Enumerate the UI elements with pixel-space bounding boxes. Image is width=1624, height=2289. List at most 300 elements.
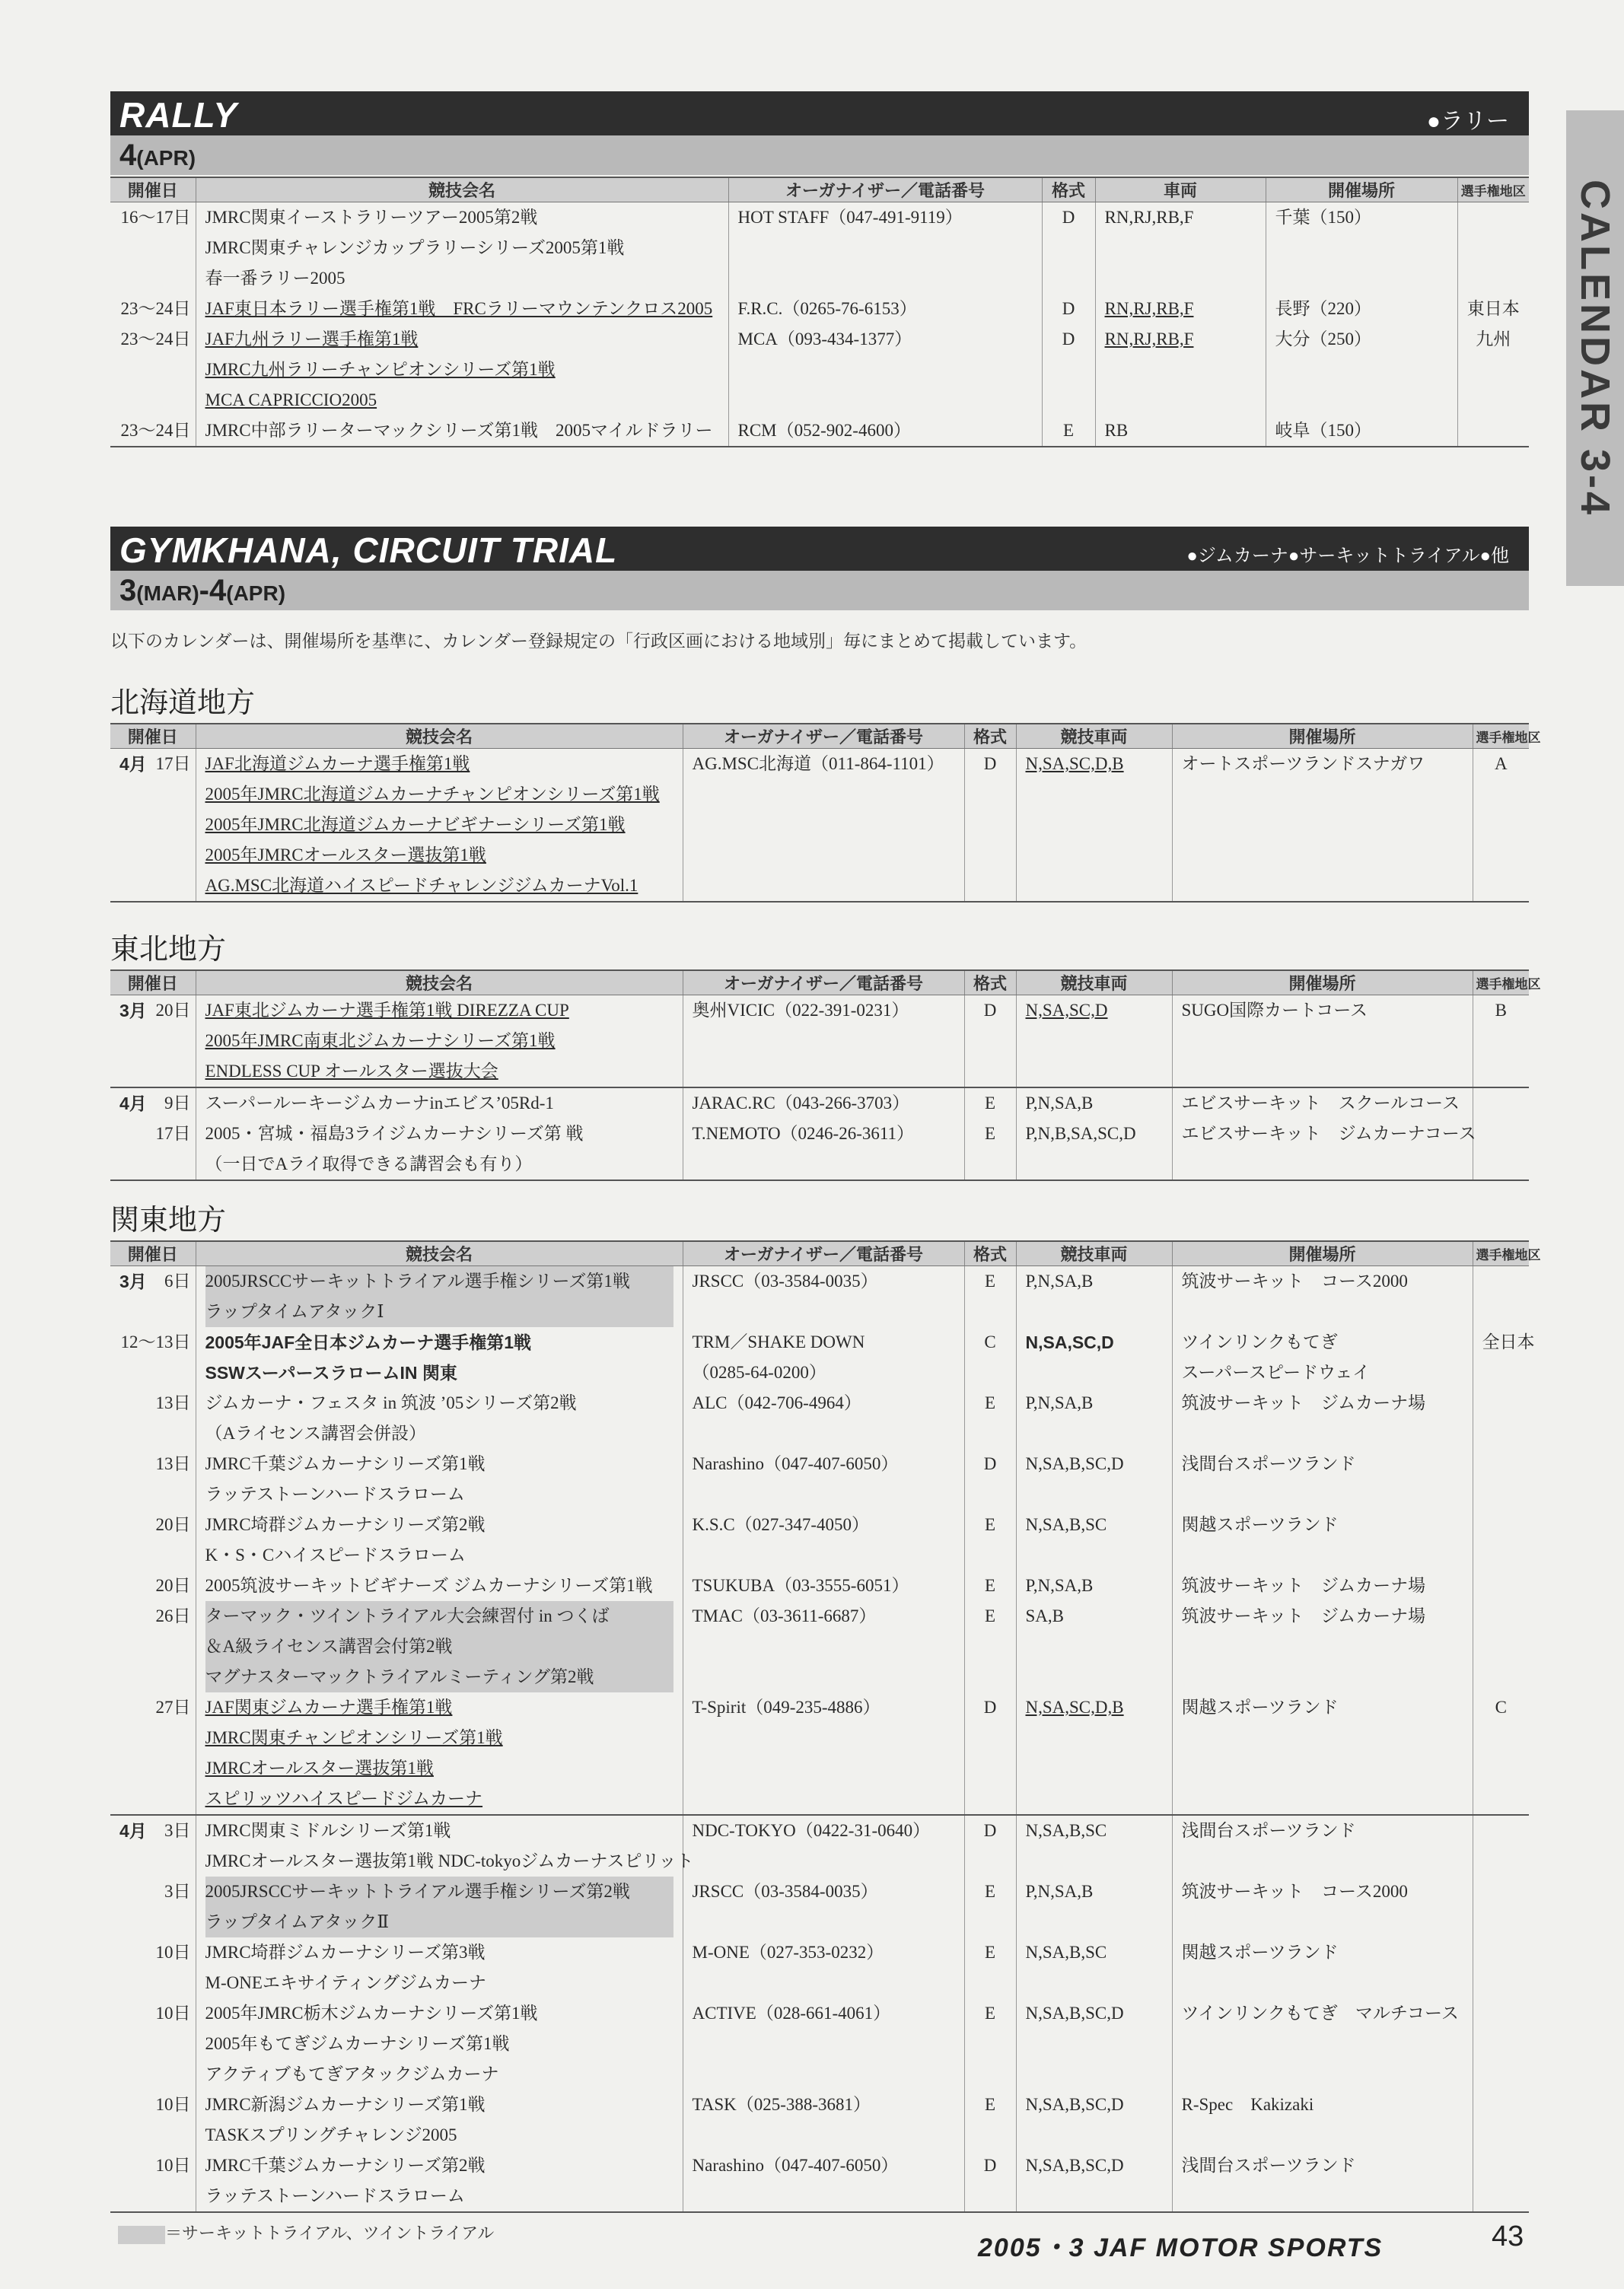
- event-row: [110, 1998, 1529, 2090]
- championship-region: 東日本: [1457, 294, 1529, 324]
- event-name: JMRCオールスター選抜第1戦: [205, 1759, 434, 1778]
- venue: [1172, 1571, 1473, 1601]
- championship-region: [1473, 1937, 1529, 1998]
- header-row: [110, 724, 1529, 749]
- venue-line: ツインリンクもてぎ: [1181, 1332, 1338, 1351]
- organizer: [683, 1692, 964, 1815]
- rally-row: [110, 415, 1529, 447]
- event-date: [110, 1937, 196, 1998]
- event-day: 20日: [155, 1001, 191, 1020]
- venue-line: 筑波サーキット ジムカーナ場: [1181, 1393, 1426, 1412]
- organizer-line: ALC（042-706-4964）: [692, 1393, 861, 1412]
- venue: [1172, 749, 1473, 903]
- venue: [1172, 1449, 1473, 1510]
- organizer: [683, 1937, 964, 1998]
- venue: [1172, 2151, 1473, 2212]
- venue-line: 浅間台スポーツランド: [1181, 2156, 1356, 2175]
- event-day: 27日: [155, 1698, 191, 1717]
- organizer: [683, 1087, 964, 1119]
- organizer-line: Narashino（047-407-6050）: [692, 2156, 899, 2175]
- column-header: 選手権地区: [1473, 970, 1529, 995]
- side-tab-label: CALENDAR 3-4: [1572, 179, 1618, 517]
- championship-region: [1473, 1601, 1529, 1692]
- event-names: [196, 415, 728, 447]
- organizer: [683, 1266, 964, 1328]
- event-names: [196, 1327, 683, 1388]
- championship-region: [1473, 1815, 1529, 1877]
- vehicle-class: N,SA,SC,D,B: [1016, 749, 1172, 903]
- venue: [1172, 1692, 1473, 1815]
- rally-table-body: [110, 202, 1529, 447]
- event-row: [110, 2090, 1529, 2151]
- venue: [1172, 1877, 1473, 1937]
- event-name: K・S・Cハイスピードスラローム: [205, 1546, 466, 1565]
- venue-line: 関越スポーツランド: [1181, 1943, 1339, 1962]
- grade: D: [964, 2151, 1016, 2212]
- column-header: オーガナイザー／電話番号: [683, 1241, 964, 1266]
- vehicle-class: RB: [1095, 415, 1266, 447]
- event-names: [196, 294, 728, 324]
- event-date: [110, 202, 196, 294]
- vehicle-class: P,N,SA,B: [1016, 1571, 1172, 1601]
- event-names: [196, 2090, 683, 2151]
- event-date: [110, 1327, 196, 1388]
- vehicle-class: RN,RJ,RB,F: [1095, 324, 1266, 415]
- event-date: [110, 1087, 196, 1119]
- organizer: [683, 1877, 964, 1937]
- venue-line: R-Spec Kakizaki: [1181, 2095, 1314, 2114]
- event-name: 2005年JMRC南東北ジムカーナシリーズ第1戦: [205, 1031, 556, 1050]
- kanto-calendar-table: [110, 1240, 1541, 2213]
- rally-section-bar: [110, 91, 1529, 135]
- event-day: 10日: [155, 2095, 191, 2114]
- event-name: JMRC埼群ジムカーナシリーズ第3戦: [205, 1943, 486, 1962]
- event-name: 2005JRSCCサーキットトライアル選手権シリーズ第1戦: [205, 1266, 673, 1297]
- legend: [118, 2221, 494, 2244]
- championship-region: C: [1473, 1692, 1529, 1815]
- column-header: 開催場所: [1266, 177, 1457, 202]
- venue-line: 筑波サーキット コース2000: [1181, 1272, 1408, 1291]
- venue: [1172, 995, 1473, 1088]
- grade: D: [1042, 202, 1095, 294]
- rally-row: [110, 202, 1529, 294]
- event-names: [196, 1937, 683, 1998]
- grade: E: [964, 1998, 1016, 2090]
- event-row: [110, 1510, 1529, 1571]
- event-name: JAF東北ジムカーナ選手権第1戦 DIREZZA CUP: [205, 1001, 569, 1020]
- column-header: 開催日: [110, 724, 196, 749]
- vehicle-class: P,N,SA,B: [1016, 1388, 1172, 1449]
- organizer-line: TRM／SHAKE DOWN: [692, 1332, 865, 1351]
- grade: E: [964, 1877, 1016, 1937]
- venue: [1172, 1388, 1473, 1449]
- organizer: [683, 1998, 964, 2090]
- event-day: 13日: [155, 1454, 191, 1473]
- event-row: [110, 1266, 1529, 1328]
- vehicle-class: N,SA,B,SC,D: [1016, 2151, 1172, 2212]
- organizer-line: JRSCC（03-3584-0035）: [692, 1272, 878, 1291]
- vehicle-class: RN,RJ,RB,F: [1095, 202, 1266, 294]
- event-names: [196, 1998, 683, 2090]
- event-name: ラップタイムアタックⅡ: [205, 1907, 673, 1937]
- organizer-line: T-Spirit（049-235-4886）: [692, 1698, 880, 1717]
- venue: [1172, 1815, 1473, 1877]
- grade: E: [964, 1571, 1016, 1601]
- grade: E: [964, 1601, 1016, 1692]
- hokkaido-calendar-table: [110, 723, 1541, 903]
- event-name: 2005年JMRCオールスター選抜第1戦: [205, 845, 486, 864]
- championship-region: [1473, 1998, 1529, 2090]
- column-header: 格式: [964, 724, 1016, 749]
- grade: E: [964, 1937, 1016, 1998]
- venue: [1172, 1601, 1473, 1692]
- event-names: [196, 202, 728, 294]
- vehicle-class: RN,RJ,RB,F: [1095, 294, 1266, 324]
- event-name: JAF東日本ラリー選手権第1戦 FRCラリーマウンテンクロス2005: [205, 299, 713, 318]
- event-name: JMRCオールスター選抜第1戦 NDC-tokyoジムカーナスピリット: [205, 1851, 694, 1870]
- championship-region: 九州: [1457, 324, 1529, 415]
- event-day: 26日: [155, 1606, 191, 1625]
- venue: [1172, 2090, 1473, 2151]
- organizer-line: TMAC（03-3611-6687）: [692, 1606, 877, 1625]
- month-group: [110, 749, 1529, 903]
- event-day: 10日: [155, 2156, 191, 2175]
- event-names: [196, 1087, 683, 1119]
- event-date: [110, 294, 196, 324]
- column-header: 競技会名: [196, 970, 683, 995]
- organizer-line: NDC-TOKYO（0422-31-0640）: [692, 1821, 931, 1840]
- month-group: [110, 1815, 1529, 2212]
- event-name: JAF北海道ジムカーナ選手権第1戦: [205, 754, 470, 773]
- vehicle-class: N,SA,B,SC: [1016, 1815, 1172, 1877]
- event-names: [196, 1571, 683, 1601]
- column-header: 格式: [964, 1241, 1016, 1266]
- event-month: 3月: [119, 1001, 147, 1020]
- event-name: スーパールーキージムカーナinエビス’05Rd-1: [205, 1094, 554, 1113]
- championship-region: 全日本: [1473, 1327, 1529, 1388]
- event-month: 3月: [119, 1272, 147, 1291]
- event-name: 2005・宮城・福島3ライジムカーナシリーズ第 戦: [205, 1124, 584, 1143]
- venue-line: ツインリンクもてぎ マルチコース: [1181, 2004, 1459, 2023]
- venue-line: 関越スポーツランド: [1181, 1698, 1339, 1717]
- event-row: [110, 2151, 1529, 2212]
- event-day: 17日: [155, 1124, 191, 1143]
- venue: [1172, 1087, 1473, 1119]
- event-name: ターマック・ツイントライアル大会練習付 in つくば: [205, 1601, 673, 1632]
- event-date: [110, 1998, 196, 2090]
- rally-title: RALLY: [119, 95, 237, 135]
- event-name: JAF九州ラリー選手権第1戦: [205, 330, 419, 349]
- event-names: [196, 1266, 683, 1328]
- event-row: [110, 1388, 1529, 1449]
- venue-line: 筑波サーキット ジムカーナ場: [1181, 1606, 1426, 1625]
- venue-line: 筑波サーキット コース2000: [1181, 1882, 1408, 1901]
- organizer-line: JARAC.RC（043-266-3703）: [692, 1094, 910, 1113]
- organizer: [683, 2090, 964, 2151]
- event-date-text: 23～24日: [120, 299, 191, 318]
- event-month: 4月: [119, 1094, 147, 1113]
- organizer: [683, 1327, 964, 1388]
- table-header: [110, 970, 1541, 995]
- event-date: [110, 1510, 196, 1571]
- rally-title-jp: ●ラリー: [1426, 109, 1509, 134]
- event-name: JMRC埼群ジムカーナシリーズ第2戦: [205, 1515, 486, 1534]
- header-row: [110, 1241, 1529, 1266]
- event-day: 20日: [155, 1576, 191, 1595]
- championship-region: [1457, 202, 1529, 294]
- column-header: 競技車両: [1016, 1241, 1172, 1266]
- event-date-text: 16～17日: [120, 208, 191, 227]
- event-row: [110, 1087, 1529, 1119]
- column-header: 競技会名: [196, 724, 683, 749]
- grade: D: [964, 749, 1016, 903]
- gymkhana-month-bar: [110, 571, 1529, 610]
- event-date: [110, 2090, 196, 2151]
- championship-region: [1473, 2151, 1529, 2212]
- event-date: [110, 1119, 196, 1180]
- event-day: 12～13日: [120, 1332, 191, 1351]
- event-name: （Aライセンス講習会併設）: [205, 1424, 427, 1443]
- event-name: MCA CAPRICCIO2005: [205, 390, 377, 409]
- organizer-line: T.NEMOTO（0246-26-3611）: [692, 1124, 915, 1143]
- grade: D: [964, 1449, 1016, 1510]
- column-header: 格式: [1042, 177, 1095, 202]
- organizer: [683, 1388, 964, 1449]
- event-name: JAF関東ジムカーナ選手権第1戦: [205, 1698, 453, 1717]
- vehicle-class: P,N,B,SA,SC,D: [1016, 1119, 1172, 1180]
- championship-region: [1473, 1571, 1529, 1601]
- organizer: RCM（052-902-4600）: [728, 415, 1042, 447]
- grade: D: [1042, 294, 1095, 324]
- championship-region: [1473, 1266, 1529, 1328]
- organizer-line: Narashino（047-407-6050）: [692, 1454, 899, 1473]
- event-date-text: 23～24日: [120, 421, 191, 440]
- event-name: スピリッツハイスピードジムカーナ: [205, 1789, 483, 1808]
- championship-region: [1457, 415, 1529, 447]
- rally-month-label: 4(APR): [119, 138, 196, 172]
- organizer: HOT STAFF（047-491-9119）: [728, 202, 1042, 294]
- gymkhana-title: GYMKHANA, CIRCUIT TRIAL: [119, 530, 618, 570]
- organizer-line: JRSCC（03-3584-0035）: [692, 1882, 878, 1901]
- column-header: 開催日: [110, 1241, 196, 1266]
- venue-line: 関越スポーツランド: [1181, 1515, 1339, 1534]
- event-name: ジムカーナ・フェスタ in 筑波 ’05シリーズ第2戦: [205, 1393, 577, 1412]
- event-day: 3日: [164, 1882, 191, 1901]
- event-name: アクティブもてぎアタックジムカーナ: [205, 2065, 499, 2084]
- event-name: JMRC関東ミドルシリーズ第1戦: [205, 1821, 451, 1840]
- column-header: 選手権地区: [1473, 1241, 1529, 1266]
- event-name: JMRC新潟ジムカーナシリーズ第1戦: [205, 2095, 486, 2114]
- venue: [1172, 1119, 1476, 1180]
- event-day: 20日: [155, 1515, 191, 1534]
- event-names: [196, 324, 728, 415]
- event-name: 2005年JAF全日本ジムカーナ選手権第1戦: [205, 1332, 531, 1352]
- event-date: [110, 995, 196, 1088]
- vehicle-class: P,N,SA,B: [1016, 1266, 1172, 1328]
- tohoku-calendar-table: [110, 969, 1541, 1181]
- organizer: [683, 1571, 964, 1601]
- event-name: JMRC関東チャンピオンシリーズ第1戦: [205, 1728, 503, 1747]
- event-row: [110, 1692, 1529, 1815]
- column-header: 格式: [964, 970, 1016, 995]
- grade: C: [964, 1327, 1016, 1388]
- venue: [1172, 1266, 1473, 1328]
- venue-line: オートスポーツランドスナガワ: [1181, 754, 1425, 773]
- event-row: [110, 1449, 1529, 1510]
- region-heading-kanto: 関東地方: [110, 1205, 227, 1237]
- venue: [1172, 1937, 1473, 1998]
- event-row: [110, 749, 1529, 903]
- vehicle-class: SA,B: [1016, 1601, 1172, 1692]
- event-name: 2005年JMRC栃木ジムカーナシリーズ第1戦: [205, 2004, 538, 2023]
- event-date: [110, 1815, 196, 1877]
- column-header: 開催日: [110, 177, 196, 202]
- event-month: 4月: [119, 1821, 147, 1841]
- event-name: JMRC千葉ジムカーナシリーズ第1戦: [205, 1454, 486, 1473]
- event-date: [110, 1449, 196, 1510]
- championship-region: [1473, 1877, 1529, 1937]
- event-row: [110, 1119, 1529, 1180]
- event-name: JMRC中部ラリーターマックシリーズ第1戦 2005マイルドラリー: [205, 421, 713, 440]
- vehicle-class: N,SA,B,SC,D: [1016, 2090, 1172, 2151]
- event-name: SSWスーパースラロームIN 関東: [205, 1363, 457, 1383]
- rally-month-bar: [110, 135, 1529, 175]
- grade: E: [964, 1510, 1016, 1571]
- event-name: ラッテストーンハードスラローム: [205, 2186, 465, 2205]
- venue: 大分（250）: [1266, 324, 1457, 415]
- column-header: 競技会名: [196, 1241, 683, 1266]
- organizer: [683, 1449, 964, 1510]
- table-header: [110, 1241, 1541, 1266]
- event-name: ＆A級ライセンス講習会付第2戦: [205, 1632, 673, 1662]
- grade: D: [964, 1815, 1016, 1877]
- event-day: 13日: [155, 1393, 191, 1412]
- event-row: [110, 1327, 1529, 1388]
- region-heading-hokkaido: 北海道地方: [110, 687, 256, 719]
- venue-line: エビスサーキット スクールコース: [1181, 1094, 1460, 1113]
- event-row: [110, 995, 1529, 1088]
- grade: E: [964, 1266, 1016, 1328]
- column-header: 選手権地区: [1473, 724, 1529, 749]
- event-date: [110, 1571, 196, 1601]
- event-name: 2005年もてぎジムカーナシリーズ第1戦: [205, 2034, 510, 2053]
- event-name: 2005年JMRC北海道ジムカーナビギナーシリーズ第1戦: [205, 815, 626, 834]
- grade: E: [964, 1119, 1016, 1180]
- column-header: オーガナイザー／電話番号: [728, 177, 1042, 202]
- rally-row: [110, 294, 1529, 324]
- event-names: [196, 1692, 683, 1815]
- venue: [1172, 1510, 1473, 1571]
- event-name: マグナスターマックトライアルミーティング第2戦: [205, 1662, 673, 1692]
- event-names: [196, 1510, 683, 1571]
- event-name: ENDLESS CUP オールスター選抜大会: [205, 1062, 498, 1081]
- gymkhana-title-jp: ●ジムカーナ●サーキットトライアル●他: [1186, 546, 1509, 566]
- event-date: [110, 1266, 196, 1328]
- event-names: [196, 1877, 683, 1937]
- event-names: [196, 1388, 683, 1449]
- venue-line: SUGO国際カートコース: [1181, 1001, 1368, 1020]
- gymkhana-month-label: 3(MAR)-4(APR): [119, 574, 286, 607]
- event-names: [196, 1815, 694, 1877]
- event-name: （一日でAライ取得できる講習会も有り）: [205, 1154, 533, 1173]
- region-heading-tohoku: 東北地方: [110, 934, 227, 966]
- event-name: ラッテストーンハードスラローム: [205, 1485, 465, 1504]
- venue-line: 浅間台スポーツランド: [1181, 1821, 1356, 1840]
- vehicle-class: N,SA,SC,D,B: [1016, 1692, 1172, 1815]
- vehicle-class: N,SA,B,SC,D: [1016, 1449, 1172, 1510]
- event-name: 春一番ラリー2005: [205, 269, 345, 288]
- side-tab-calendar: [1566, 110, 1624, 586]
- venue: 長野（220）: [1266, 294, 1457, 324]
- venue: [1172, 1327, 1473, 1388]
- venue-line: 浅間台スポーツランド: [1181, 1454, 1356, 1473]
- event-names: [196, 1119, 683, 1180]
- column-header: 開催場所: [1172, 970, 1473, 995]
- event-date: [110, 324, 196, 415]
- event-names: [196, 995, 683, 1088]
- organizer: [683, 1510, 964, 1571]
- legend-text: ＝サーキットトライアル、ツイントライアル: [165, 2224, 495, 2243]
- vehicle-class: N,SA,B,SC: [1016, 1937, 1172, 1998]
- grade: E: [964, 2090, 1016, 2151]
- vehicle-class: N,SA,B,SC,D: [1016, 1998, 1172, 2090]
- event-name: 2005JRSCCサーキットトライアル選手権シリーズ第2戦: [205, 1877, 673, 1907]
- vehicle-class: N,SA,SC,D: [1016, 1327, 1172, 1388]
- event-name: AG.MSC北海道ハイスピードチャレンジジムカーナVol.1: [205, 876, 638, 895]
- event-day: 3日: [164, 1821, 191, 1840]
- organizer-line: TSUKUBA（03-3555-6051）: [692, 1576, 909, 1595]
- grade: E: [964, 1087, 1016, 1119]
- event-names: [196, 1449, 683, 1510]
- venue: 千葉（150）: [1266, 202, 1457, 294]
- organizer-line: M-ONE（027-353-0232）: [692, 1943, 884, 1962]
- championship-region: [1473, 1388, 1529, 1449]
- month-group: [110, 995, 1529, 1088]
- event-row: [110, 1937, 1529, 1998]
- organizer-line: AG.MSC北海道（011-864-1101）: [692, 754, 944, 773]
- column-header: 車両: [1095, 177, 1266, 202]
- event-name: M-ONEエキサイティングジムカーナ: [205, 1973, 487, 1992]
- championship-region: B: [1473, 995, 1529, 1088]
- event-name: 2005筑波サーキットビギナーズ ジムカーナシリーズ第1戦: [205, 1576, 653, 1595]
- organizer: [683, 1601, 964, 1692]
- event-date-text: 23～24日: [120, 330, 191, 349]
- event-day: 17日: [155, 754, 191, 773]
- organizer: [683, 1119, 964, 1180]
- venue-line: エビスサーキット ジムカーナコース: [1181, 1124, 1476, 1143]
- event-day: 10日: [155, 2004, 191, 2023]
- venue: [1172, 1998, 1473, 2090]
- venue-line: 筑波サーキット ジムカーナ場: [1181, 1576, 1426, 1595]
- championship-region: A: [1473, 749, 1529, 903]
- organizer-line: （0285-64-0200）: [692, 1363, 826, 1382]
- event-day: 9日: [164, 1094, 191, 1113]
- organizer: [683, 2151, 964, 2212]
- organizer-line: 奥州VICIC（022-391-0231）: [692, 1001, 909, 1020]
- event-date: [110, 415, 196, 447]
- event-date: [110, 1388, 196, 1449]
- vehicle-class: N,SA,SC,D: [1016, 995, 1172, 1088]
- event-row: [110, 1877, 1529, 1937]
- event-row: [110, 1815, 1529, 1877]
- column-header: 開催日: [110, 970, 196, 995]
- legend-swatch: [118, 2226, 165, 2244]
- event-name: ラップタイムアタックⅠ: [205, 1297, 673, 1327]
- event-day: 10日: [155, 1943, 191, 1962]
- gymkhana-section-bar: [110, 527, 1529, 571]
- event-date: [110, 2151, 196, 2212]
- event-row: [110, 1601, 1529, 1692]
